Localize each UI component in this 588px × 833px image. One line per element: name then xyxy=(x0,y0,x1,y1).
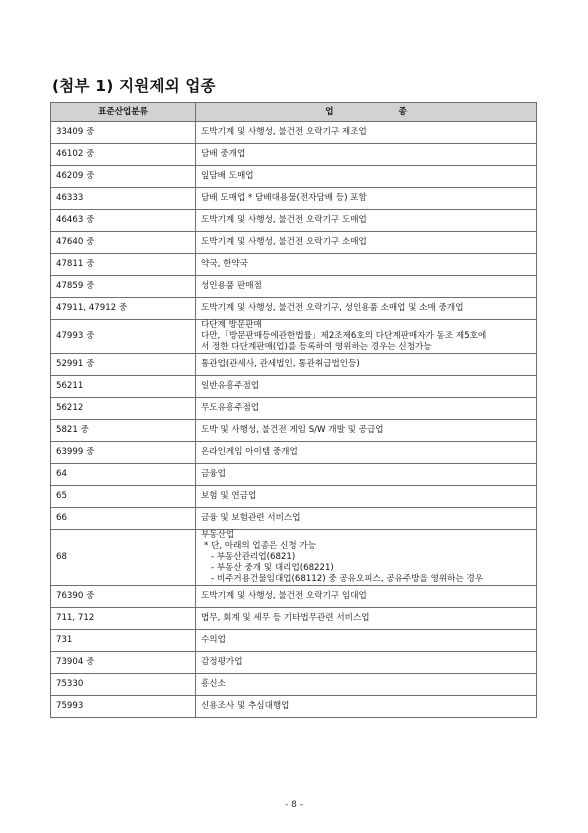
industry-desc-cell xyxy=(196,530,537,586)
industry-desc-line: 통관업(관세사, 관세법인, 통관취급법인등) xyxy=(201,359,360,369)
industry-desc-cell xyxy=(196,276,537,298)
industry-desc-cell xyxy=(196,442,537,464)
industry-desc-line: 금융 및 보험관련 서비스업 xyxy=(201,513,301,523)
industry-desc-line: 금융업 xyxy=(201,469,226,479)
industry-desc-cell xyxy=(196,608,537,630)
industry-code-cell: 46333 xyxy=(51,188,196,210)
table-row xyxy=(51,376,537,398)
industry-desc-cell xyxy=(196,508,537,530)
industry-code-cell: 5821 중 xyxy=(51,420,196,442)
industry-desc-line: 서 정한 다단계판매(업)를 등록하여 영위하는 경우는 신청가능 xyxy=(201,342,432,352)
industry-desc-cell xyxy=(196,652,537,674)
industry-desc-cell xyxy=(196,674,537,696)
industry-desc-line: 흥신소 xyxy=(201,679,226,689)
industry-desc-cell xyxy=(196,254,537,276)
table-row xyxy=(51,630,537,652)
header-industry-code: 표준산업분류 xyxy=(51,103,196,122)
industry-code-cell: 52991 중 xyxy=(51,354,196,376)
industry-desc-line: 담배 중개업 xyxy=(201,149,246,159)
industry-code-cell: 63999 중 xyxy=(51,442,196,464)
table-row xyxy=(51,354,537,376)
industry-desc-cell xyxy=(196,486,537,508)
industry-code-cell: 47811 중 xyxy=(51,254,196,276)
table-header-row xyxy=(51,103,537,122)
table-row xyxy=(51,276,537,298)
industry-desc-line: 다단계 방문판매 xyxy=(201,320,262,330)
table-row xyxy=(51,188,537,210)
industry-desc-cell xyxy=(196,188,537,210)
industry-desc-line: 성인용품 판매점 xyxy=(201,281,262,291)
table-row xyxy=(51,508,537,530)
industry-desc-cell xyxy=(196,696,537,718)
industry-desc-cell xyxy=(196,464,537,486)
industry-desc-line: 무도유흥주점업 xyxy=(201,403,260,413)
table-row xyxy=(51,442,537,464)
industry-code-cell: 75330 xyxy=(51,674,196,696)
industry-desc-line: 도박기계 및 사행성, 불건전 오락기구 제조업 xyxy=(201,127,367,137)
industry-desc-line: 도박기계 및 사행성, 불건전 오락기구, 성인용품 소매업 및 소매 중개업 xyxy=(201,303,464,313)
industry-code-cell: 47911, 47912 중 xyxy=(51,298,196,320)
table-row xyxy=(51,320,537,354)
industry-desc-line: 다만,「방문판매등에관한법률」제2조제6호의 다단계판매자가 동조 제5호에 xyxy=(201,331,487,341)
industry-desc-line: * 단, 아래의 업종은 신청 가능 xyxy=(204,541,317,551)
industry-desc-cell xyxy=(196,398,537,420)
industry-desc-cell xyxy=(196,298,537,320)
page-title: (첨부 1) 지원제외 업종 xyxy=(52,77,216,95)
table-row xyxy=(51,608,537,630)
industry-desc-line: 신용조사 및 추심대행업 xyxy=(201,701,290,711)
industry-desc-cell xyxy=(196,166,537,188)
table-row xyxy=(51,652,537,674)
industry-code-cell: 65 xyxy=(51,486,196,508)
table-row xyxy=(51,464,537,486)
industry-desc-line: 법무, 회계 및 세무 등 기타법무관련 서비스업 xyxy=(201,613,370,623)
excluded-industries-table xyxy=(50,102,537,718)
industry-desc-line: 보험 및 연금업 xyxy=(201,491,257,501)
industry-desc-cell xyxy=(196,122,537,144)
industry-code-cell: 731 xyxy=(51,630,196,652)
industry-code-cell: 33409 중 xyxy=(51,122,196,144)
table-row xyxy=(51,586,537,608)
industry-desc-line: 약국, 한약국 xyxy=(201,259,248,269)
industry-desc-cell xyxy=(196,232,537,254)
industry-code-cell: 64 xyxy=(51,464,196,486)
table-row xyxy=(51,530,537,586)
industry-code-cell: 47859 중 xyxy=(51,276,196,298)
industry-desc-cell xyxy=(196,210,537,232)
industry-desc-line: - 부동산 중개 및 대리업(68221) xyxy=(211,563,334,573)
industry-desc-line: 도박 및 사행성, 불건전 게임 S/W 개발 및 공급업 xyxy=(201,425,384,435)
table-row xyxy=(51,398,537,420)
industry-code-cell: 47993 중 xyxy=(51,320,196,354)
industry-desc-line: 잎담배 도매업 xyxy=(201,171,254,181)
industry-code-cell: 56212 xyxy=(51,398,196,420)
industry-desc-line: 수의업 xyxy=(201,635,226,645)
table-row xyxy=(51,254,537,276)
industry-desc-cell xyxy=(196,630,537,652)
table-body xyxy=(51,122,537,718)
table-row xyxy=(51,674,537,696)
industry-code-cell: 76390 중 xyxy=(51,586,196,608)
industry-desc-line: - 부동산관리업(6821) xyxy=(211,552,296,562)
header-industry-type: 업 종 xyxy=(196,103,537,122)
industry-desc-line: 도박기계 및 사행성, 불건전 오락기구 소매업 xyxy=(201,237,367,247)
industry-code-cell: 66 xyxy=(51,508,196,530)
industry-code-cell: 75993 xyxy=(51,696,196,718)
table-row xyxy=(51,166,537,188)
industry-code-cell: 68 xyxy=(51,530,196,586)
industry-desc-cell xyxy=(196,320,537,354)
page-number: - 8 - xyxy=(285,800,303,810)
industry-code-cell: 46463 중 xyxy=(51,210,196,232)
industry-desc-line: - 비주거용건물임대업(68112) 중 공유오피스, 공유주방을 영위하는 경우 xyxy=(211,574,484,584)
industry-code-cell: 46209 중 xyxy=(51,166,196,188)
table-row xyxy=(51,144,537,166)
industry-desc-cell xyxy=(196,144,537,166)
table-row xyxy=(51,420,537,442)
industry-desc-line: 도박기계 및 사행성, 불건전 오락기구 도매업 xyxy=(201,215,367,225)
table-row xyxy=(51,486,537,508)
industry-desc-line: 담배 도매업 * 담배대용물(전자담배 등) 포함 xyxy=(201,193,367,203)
industry-desc-line: 부동산업 xyxy=(201,530,235,540)
industry-desc-line: 감정평가업 xyxy=(201,657,243,667)
industry-desc-line: 일반유흥주점업 xyxy=(201,381,260,391)
industry-code-cell: 46102 중 xyxy=(51,144,196,166)
table-row xyxy=(51,122,537,144)
table-row xyxy=(51,210,537,232)
table-row xyxy=(51,696,537,718)
industry-desc-cell xyxy=(196,420,537,442)
industry-code-cell: 711, 712 xyxy=(51,608,196,630)
table-row xyxy=(51,298,537,320)
industry-code-cell: 73904 중 xyxy=(51,652,196,674)
table-row xyxy=(51,232,537,254)
industry-code-cell: 56211 xyxy=(51,376,196,398)
industry-desc-cell xyxy=(196,376,537,398)
industry-code-cell: 47640 중 xyxy=(51,232,196,254)
industry-desc-cell xyxy=(196,586,537,608)
industry-desc-line: 도박기계 및 사행성, 불건전 오락기구 임대업 xyxy=(201,591,367,601)
industry-desc-cell xyxy=(196,354,537,376)
industry-desc-line: 온라인게임 아이템 중개업 xyxy=(201,447,298,457)
